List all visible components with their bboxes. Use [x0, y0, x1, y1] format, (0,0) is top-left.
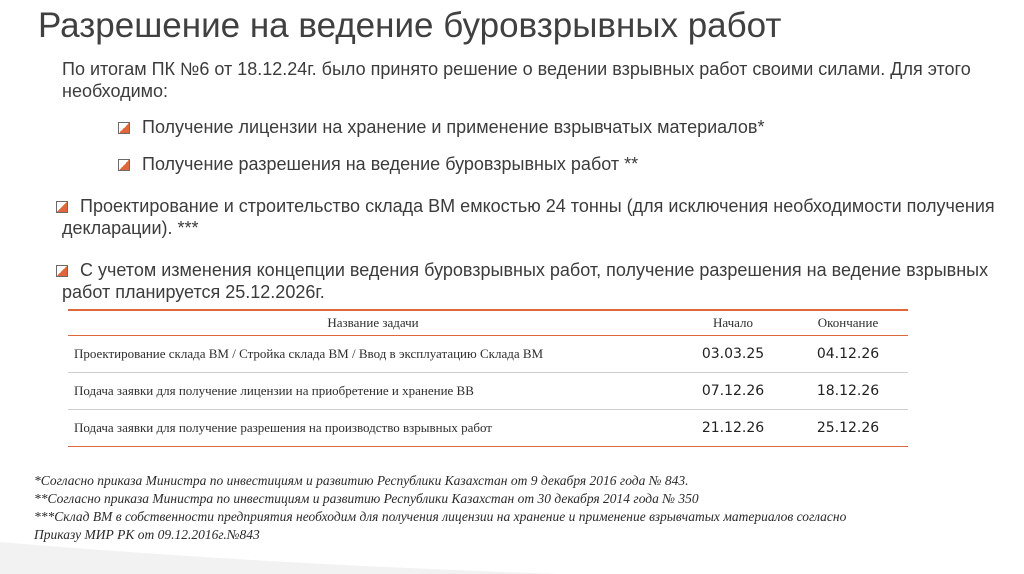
footnote: Приказу МИР РК от 09.12.2016г.№843: [34, 527, 260, 542]
start-date-cell: 21.12.26: [678, 410, 788, 447]
list-item-text: Получение разрешения на ведение буровзрывных работ **: [142, 154, 639, 174]
page-title: Разрешение на ведение буровзрывных работ: [38, 6, 782, 45]
intro-text: По итогам ПК №6 от 18.12.24г. было принято решение о ведении взрывных работ своими силами. Для этого необходимо:: [62, 59, 971, 101]
list-item: [62, 259, 1002, 303]
table-row: [68, 410, 908, 447]
checkbox-bullet-icon: [56, 201, 68, 213]
footnotes: [34, 472, 1014, 544]
end-date-cell: 18.12.26: [788, 373, 908, 410]
list-item: [118, 153, 1024, 175]
list-item-text: С учетом изменения концепции ведения буровзрывных работ, получение разрешения на ведение взрывных работ планируется 25.12.2026г.: [62, 260, 989, 302]
column-header-end: Окончание: [788, 311, 908, 336]
list-item-text: Проектирование и строительство склада ВМ емкостью 24 тонны (для исключения необходимости получения декларации). ***: [62, 196, 995, 238]
column-header-start: Начало: [678, 311, 788, 336]
list-item-text: Получение лицензии на хранение и применение взрывчатых материалов*: [142, 117, 765, 137]
start-date-cell: 03.03.25: [678, 336, 788, 373]
checkbox-bullet-icon: [118, 159, 130, 171]
column-header-task: Название задачи: [68, 311, 678, 336]
task-cell: Подача заявки для получение разрешения на производство взрывных работ: [68, 410, 678, 447]
footnote: ***Склад ВМ в собственности предприятия необходим для получения лицензии на хранение и применение взрывчатых материалов согласно: [34, 509, 847, 524]
end-date-cell: 25.12.26: [788, 410, 908, 447]
task-cell: Подача заявки для получение лицензии на приобретение и хранение ВВ: [68, 373, 678, 410]
list-item: [62, 195, 1002, 239]
footnote: *Согласно приказа Министра по инвестициям и развитию Республики Казахстан от 9 декабря 2016 года № 843.: [34, 473, 689, 488]
table-row: [68, 373, 908, 410]
schedule-table-wrapper: [68, 309, 908, 447]
schedule-table: [68, 311, 908, 447]
footnote: **Согласно приказа Министра по инвестициям и развитию Республики Казахстан от 30 декабря 2014 года № 350: [34, 491, 699, 506]
table-row: [68, 336, 908, 373]
end-date-cell: 04.12.26: [788, 336, 908, 373]
table-header-row: [68, 311, 908, 336]
checkbox-bullet-icon: [56, 265, 68, 277]
start-date-cell: 07.12.26: [678, 373, 788, 410]
task-cell: Проектирование склада ВМ / Стройка склада ВМ / Ввод в эксплуатацию Склада ВМ: [68, 336, 678, 373]
list-item: [118, 116, 1024, 138]
checkbox-bullet-icon: [118, 122, 130, 134]
